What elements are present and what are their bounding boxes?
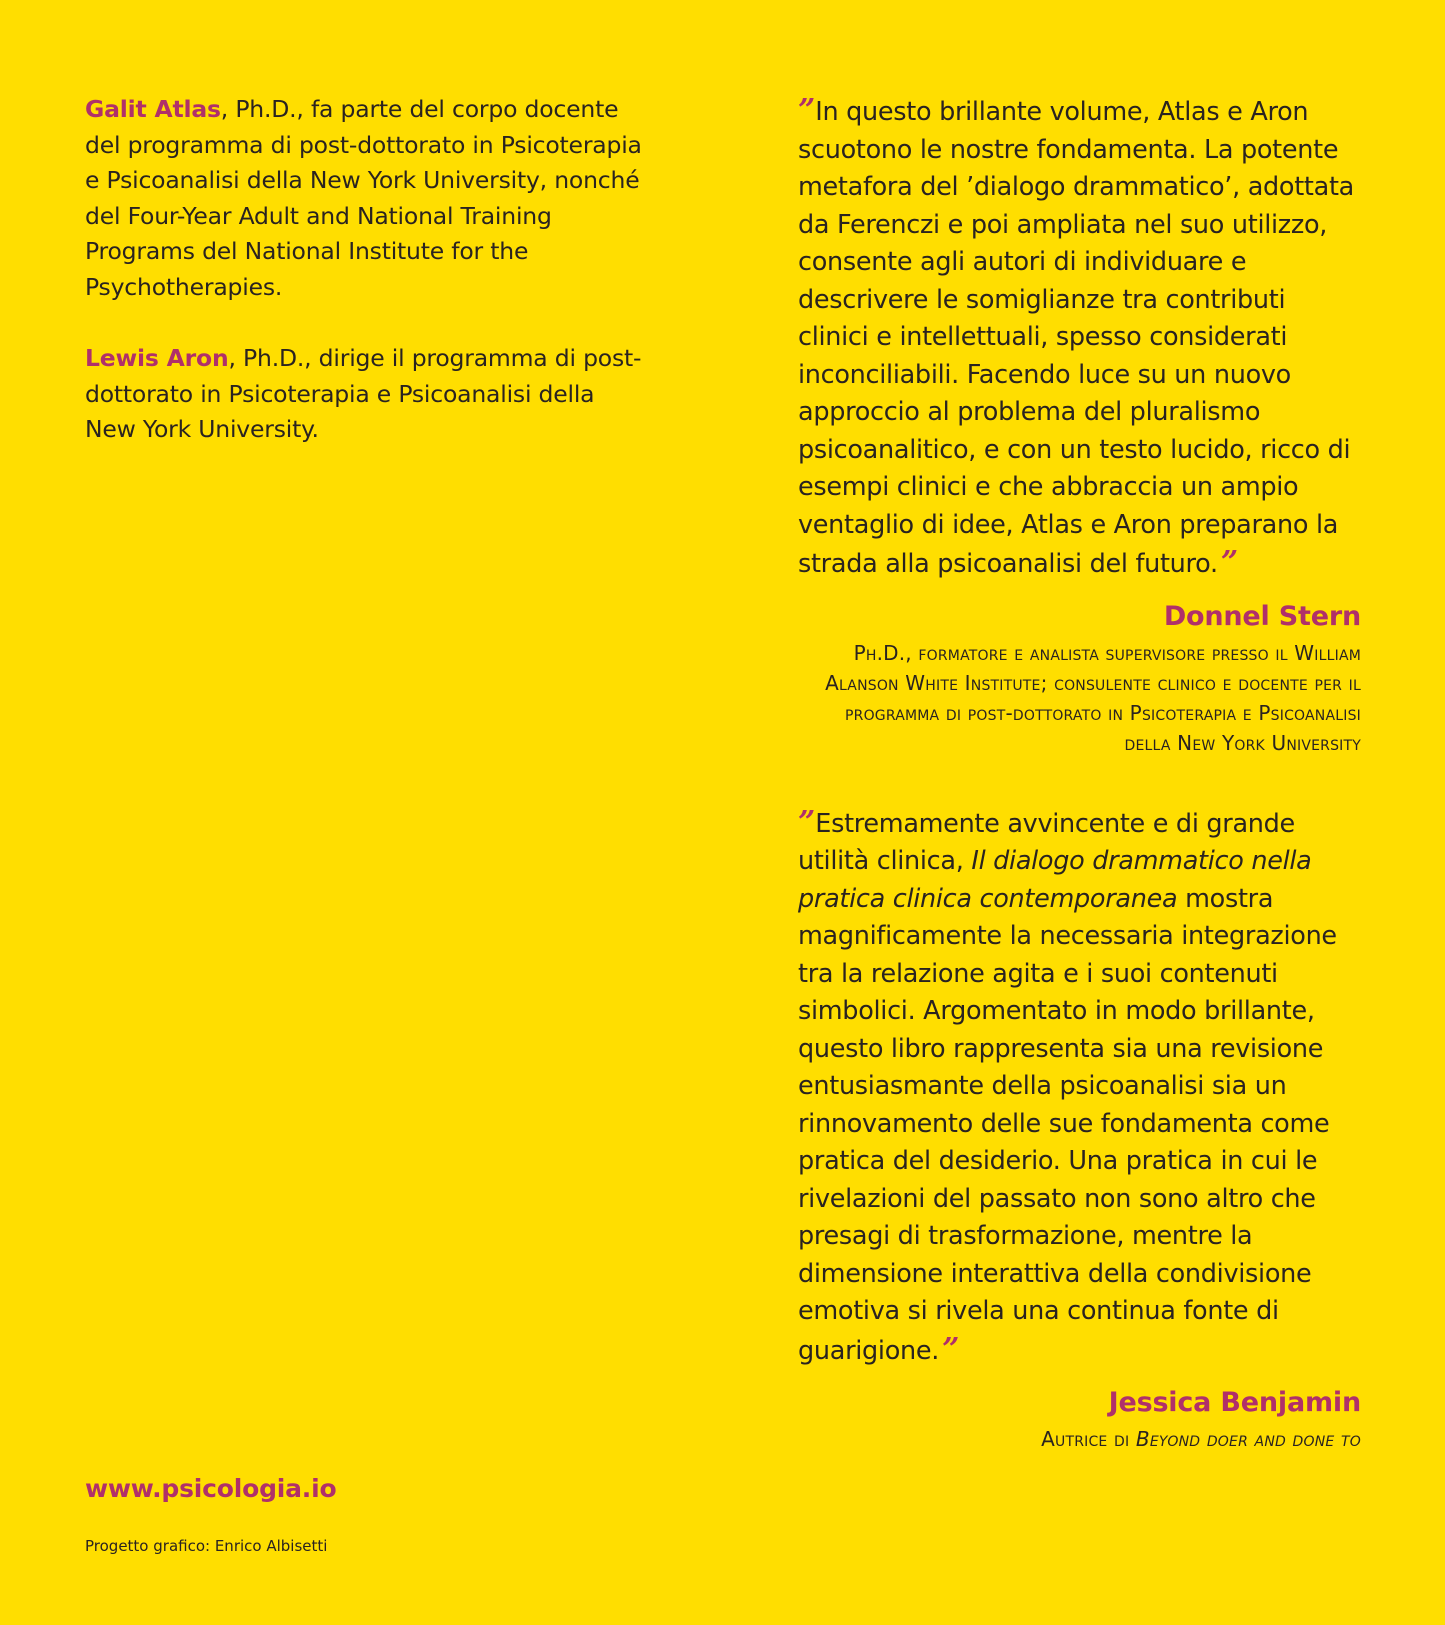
bio-galit-atlas — [85, 92, 645, 305]
bio-name: Galit Atlas — [85, 95, 221, 123]
open-quote-icon: ” — [798, 93, 813, 128]
book-title: Il dialogo drammatico nella pratica clinica contemporanea — [798, 846, 1312, 914]
quote-text — [798, 92, 1361, 584]
bio-text: , Ph.D., dirige il programma di post-dottorato in Psicoterapia e Psicoanalisi della New York University. — [85, 344, 642, 443]
author-bios — [85, 92, 645, 484]
quote-author: Jessica Benjamin — [1108, 1387, 1361, 1418]
quote-affiliation — [798, 1424, 1361, 1454]
open-quote-icon: ” — [798, 804, 813, 840]
bio-text: , Ph.D., fa parte del corpo docente del programma di post-dottorato in Psicoterapia e Psicoanalisi della New York University, nonché del Four-Year Adult and National Training Programs del National Institute for the Psychotherapies. — [85, 95, 642, 301]
close-quote-icon: ” — [942, 1331, 957, 1367]
testimonials — [798, 92, 1361, 1454]
quote-affiliation: Ph.D., formatore e analista supervisore presso il William Alanson White Institute; consulente clinico e docente per il programma di post-dottorato in Psicoterapia e Psicoanalisi della New York University — [825, 640, 1361, 755]
testimonial-benjamin — [798, 804, 1361, 1455]
affiliation-book-title: Beyond doer and done to — [1135, 1427, 1361, 1451]
quote-body-start: Estremamente avvincente e di grande utilità clinica, — [798, 808, 1295, 876]
quote-body: In questo brillante volume, Atlas e Aron scuotono le nostre fondamenta. La potente metafora del ’dialogo drammatico’, adottata da Ferenczi e poi ampliata nel suo utilizzo, consente agli autori di individuare e descrivere le somiglianze tra contributi clinici e intellettuali, spesso considerati inconciliabili. Facendo luce su un nuovo approccio al problema del pluralismo psicoanalitico, e con un testo lucido, ricco di esempi clinici e che abbraccia un ampio ventaglio di idee, Atlas e Aron preparano la strada alla psicoanalisi del futuro. — [798, 97, 1354, 579]
bio-lewis-aron — [85, 341, 645, 448]
quote-text — [798, 804, 1361, 1371]
quote-author: Donnel Stern — [1163, 600, 1361, 632]
website-link[interactable]: www.psicologia.io — [85, 1474, 337, 1503]
design-credit: Progetto grafico: Enrico Albisetti — [85, 1537, 328, 1555]
bio-name: Lewis Aron — [85, 344, 229, 372]
testimonial-stern — [798, 92, 1361, 758]
close-quote-icon: ” — [1220, 545, 1236, 580]
affiliation-prefix: Autrice di — [1041, 1427, 1136, 1451]
quote-body-end: mostra magnificamente la necessaria integrazione tra la relazione agita e i suoi contenuti simbolici. Argomentato in modo brillante, questo libro rappresenta sia una revisione entusiasmante della psicoanalisi sia un rinnovamento delle sue fondamenta come pratica del desiderio. Una pratica in cui le rivelazioni del passato non sono altro che presagi di trasformazione, mentre la dimensione interattiva della condivisione emotiva si rivela una continua fonte di guarigione. — [798, 883, 1337, 1366]
